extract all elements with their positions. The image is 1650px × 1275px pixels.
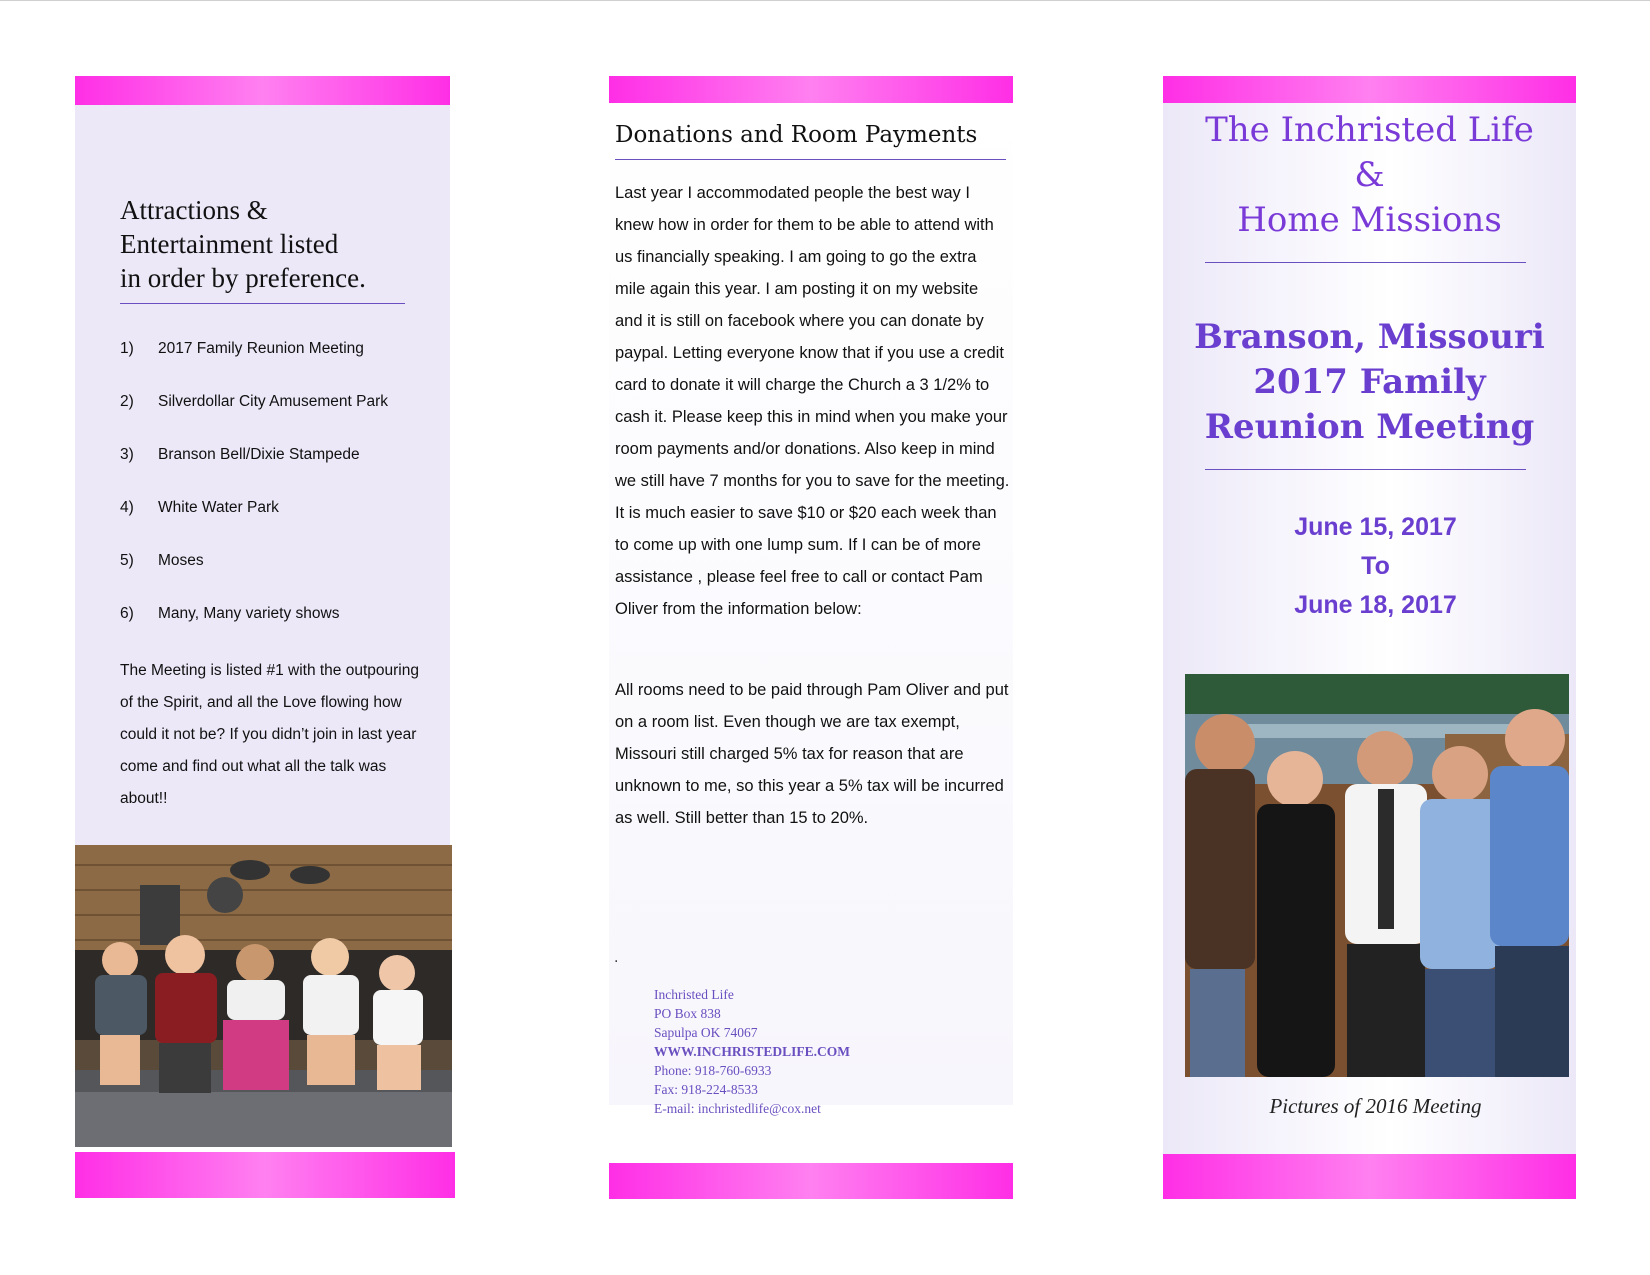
list-number: 2) [120,393,134,410]
title-divider [1205,262,1526,263]
page-top-border [0,0,1650,1]
contact-org: Inchristed Life [654,987,734,1002]
contact-website-link[interactable]: WWW.INCHRISTEDLIFE.COM [654,1044,851,1059]
event-divider [1205,469,1526,470]
bottom-accent-bar [609,1163,1013,1199]
list-number: 6) [120,605,134,622]
heading-line: Entertainment listed [120,229,339,259]
meeting-paragraph: The Meeting is listed #1 with the outpouring of the Spirit, and all the Love flowing how could it not be? If you didn’t join in last year come and find out what all the talk was about!! [120,662,419,807]
list-text: Branson Bell/Dixie Stampede [158,446,360,463]
top-accent-bar [609,76,1013,104]
list-number: 3) [120,446,134,463]
heading-line: in order by preference. [120,263,366,293]
contact-city: Sapulpa OK 74067 [654,1025,758,1040]
title-line: & [1354,155,1385,195]
attractions-heading [120,193,420,295]
organization-title [1163,108,1576,243]
list-number: 1) [120,340,134,357]
date-end: June 18, 2017 [1294,591,1457,619]
list-number: 4) [120,499,134,516]
event-title-line: Reunion Meeting [1204,407,1535,447]
stray-period: . [614,950,619,966]
event-title-line: Branson, Missouri [1194,317,1545,357]
list-text: Silverdollar City Amusement Park [158,393,388,410]
heading-divider [615,159,1006,160]
list-item [120,499,440,517]
donations-heading: Donations and Room Payments [615,122,978,148]
donations-paragraph: Last year I accommodated people the best way I knew how in order for them to be able to attend with us financially speaking. I am going to go the extra mile again this year. I am posting it on my website and it is still on facebook where you can donate by paypal. Letting everyone know that if you use a credit card to donate it will charge the Church a 3 1/2% to cash it. Please keep this in mind when you make your room payments and/or donations. Also keep in mind we still have 7 months for you to save for the meeting. It is much easier to save $10 or $20 each week than to come up with one lump sum. If I can be of more assistance , please feel free to call or contact Pam Oliver from the information below: [615,184,1010,618]
list-text: 2017 Family Reunion Meeting [158,340,364,357]
date-start: June 15, 2017 [1294,513,1457,541]
photo-caption: Pictures of 2016 Meeting [1269,1094,1482,1118]
heading-divider [120,303,405,304]
list-item [120,340,440,358]
heading-line: Attractions & [120,195,268,225]
list-item [120,552,440,570]
title-line: Home Missions [1237,200,1502,240]
bottom-accent-bar [75,1152,455,1198]
list-item [120,605,440,623]
list-item [120,446,440,464]
children-photo [75,845,452,1147]
room-payments-paragraph: All rooms need to be paid through Pam Oliver and put on a room list. Even though we are tax exempt, Missouri still charged 5% tax for reason that are unknown to me, so this year a 5% tax will be incurred as well. Still better than 15 to 20%. [615,681,1009,827]
list-text: Many, Many variety shows [158,605,340,622]
event-title-line: 2017 Family [1253,362,1486,402]
title-line: The Inchristed Life [1205,110,1534,150]
contact-email[interactable]: E-mail: inchristedlife@cox.net [654,1101,821,1116]
contact-phone: Phone: 918-760-6933 [654,1063,772,1078]
top-accent-bar [1163,76,1576,104]
list-text: White Water Park [158,499,279,516]
bottom-accent-bar [1163,1154,1576,1199]
list-item [120,393,440,411]
top-accent-bar [75,76,450,106]
date-to: To [1361,552,1390,580]
contact-po-box: PO Box 838 [654,1006,721,1021]
list-number: 5) [120,552,134,569]
contact-fax: Fax: 918-224-8533 [654,1082,758,1097]
contact-block [654,985,984,1118]
group-photo [1185,674,1569,1077]
list-text: Moses [158,552,204,569]
event-title [1163,315,1576,450]
